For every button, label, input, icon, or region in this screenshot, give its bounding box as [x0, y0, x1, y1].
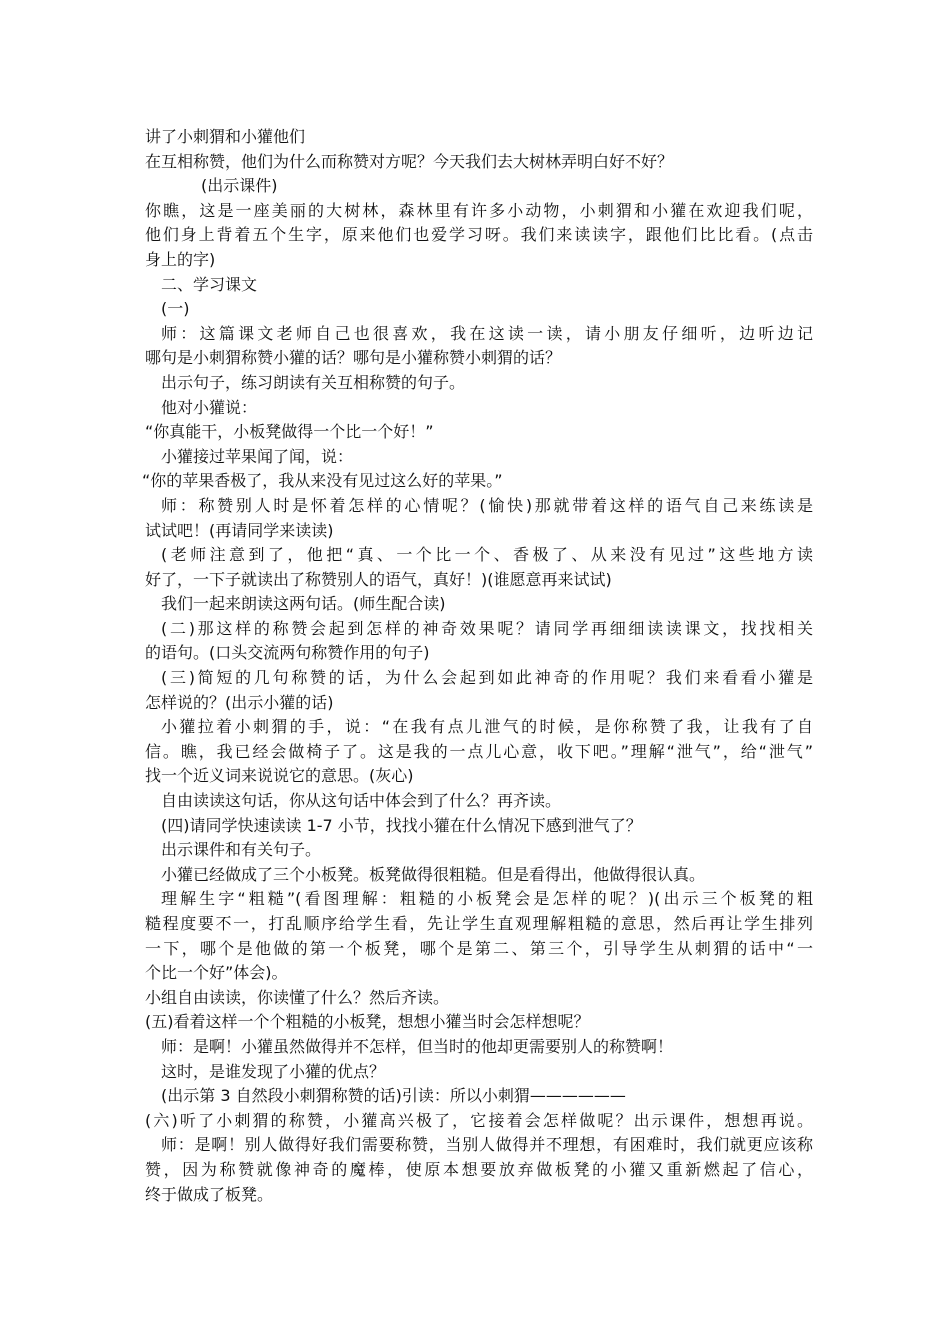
text-line-24: 怎样说的？(出示小獾的话) [145, 692, 334, 712]
text-line-12: 他对小獾说： [161, 397, 258, 417]
text-line-6: 身上的字) [145, 249, 216, 269]
text-line-18: (老师注意到了，他把“真、一个比一个、香极了、从来没有见过”这些地方读 [161, 545, 813, 565]
section-heading: 二、学习课文 [161, 274, 258, 294]
text-line-29: (四)请同学快速读读 1-7 小节，找找小獾在什么情况下感到泄气了？ [161, 815, 642, 835]
text-line-38: 师：是啊！小獾虽然做得并不怎样，但当时的他却更需要别人的称赞啊！ [161, 1036, 674, 1056]
text-line-26: 信。瞧，我已经会做椅子了。这是我的一点儿心意，收下吧。”理解“泄气”，给“泄气” [145, 741, 813, 761]
text-line-4: 你瞧，这是一座美丽的大树林，森林里有许多小动物，小刺猬和小獾在欢迎我们呢， [145, 200, 813, 220]
text-line-11: 出示句子，练习朗读有关互相称赞的句子。 [161, 372, 466, 392]
text-line-20: 我们一起来朗读这两句话。(师生配合读) [161, 594, 446, 614]
text-line-39: 这时，是谁发现了小獾的优点？ [161, 1061, 386, 1081]
text-line-2: 在互相称赞，他们为什么而称赞对方呢？今天我们去大树林弄明白好不好？ [145, 151, 674, 171]
text-line-3: (出示课件) [201, 176, 278, 196]
quote-line-2: “你的苹果香极了，我从来没有见过这么好的苹果。” [142, 471, 503, 491]
text-line-19: 好了，一下子就读出了称赞别人的语气，真好！)(谁愿意再来试试) [145, 569, 612, 589]
text-line-25: 小獾拉着小刺猬的手，说：“在我有点儿泄气的时候，是你称赞了我，让我有了自 [161, 717, 813, 737]
text-line-35: 个比一个好”体会)。 [145, 963, 288, 983]
text-line-44: 终于做成了板凳。 [145, 1184, 274, 1204]
text-line-41: (六)听了小刺猬的称赞，小獾高兴极了，它接着会怎样做呢？出示课件，想想再说。 [145, 1110, 813, 1130]
text-line-33: 糙程度要不一，打乱顺序给学生看，先让学生直观理解粗糙的意思，然后再让学生排列 [145, 914, 813, 933]
text-line-31: 小獾已经做成了三个小板凳。板凳做得很粗糙。但是看得出，他做得很认真。 [161, 864, 706, 884]
text-line-28: 自由读读这句话，你从这句话中体会到了什么？再齐读。 [161, 791, 562, 811]
text-line-23: (三)简短的几句称赞的话，为什么会起到如此神奇的作用呢？我们来看看小獾是 [161, 668, 813, 688]
text-line-9: 师：这篇课文老师自己也很喜欢，我在这读一读，请小朋友仔细听，边听边记 [161, 323, 813, 343]
text-line-1: 讲了小刺猬和小獾他们 [145, 127, 306, 146]
document-page [142, 125, 813, 1207]
text-line-5: 他们身上背着五个生字，原来他们也爱学习呀。我们来读读字，跟他们比比看。(点击 [145, 225, 813, 245]
text-line-22: 的语句。(口头交流两句称赞作用的句子) [145, 643, 430, 663]
text-line-16: 师：称赞别人时是怀着怎样的心情呢？(愉快)那就带着这样的语气自己来练读是 [161, 495, 813, 515]
quote-line-1: “你真能干，小板凳做得一个比一个好！” [145, 422, 434, 442]
text-line-34: 一下，哪个是他做的第一个板凳，哪个是第二、第三个，引导学生从刺猬的话中“一 [145, 938, 813, 958]
text-line-42: 师：是啊！别人做得好我们需要称赞，当别人做得并不理想，有困难时，我们就更应该称 [161, 1135, 813, 1155]
text-line-36: 小组自由读读，你读懂了什么？然后齐读。 [145, 987, 450, 1007]
text-line-30: 出示课件和有关句子。 [161, 840, 322, 860]
text-line-43: 赞，因为称赞就像神奇的魔棒，使原本想要放弃做板凳的小獾又重新燃起了信心， [145, 1159, 813, 1179]
text-line-17: 试试吧！(再请同学来读读) [145, 520, 334, 540]
text-line-21: (二)那这样的称赞会起到怎样的神奇效果呢？请同学再细细读读课文，找找相关 [161, 618, 813, 638]
text-line-32: 理解生字“粗糙”(看图理解：粗糙的小板凳会是怎样的呢？)(出示三个板凳的粗 [161, 889, 813, 909]
text-line-37: (五)看着这样一个个粗糙的小板凳，想想小獾当时会怎样想呢？ [145, 1012, 590, 1032]
text-line-27: 找一个近义词来说说它的意思。(灰心) [145, 766, 414, 786]
text-line-40: (出示第 3 自然段小刺猬称赞的话)引读：所以小刺猬—————— [161, 1086, 626, 1106]
text-line-10: 哪句是小刺猬称赞小獾的话？哪句是小獾称赞小刺猬的话？ [145, 348, 562, 368]
text-line-14: 小獾接过苹果闻了闻，说： [161, 446, 354, 466]
text-line-8: (一) [161, 299, 190, 319]
